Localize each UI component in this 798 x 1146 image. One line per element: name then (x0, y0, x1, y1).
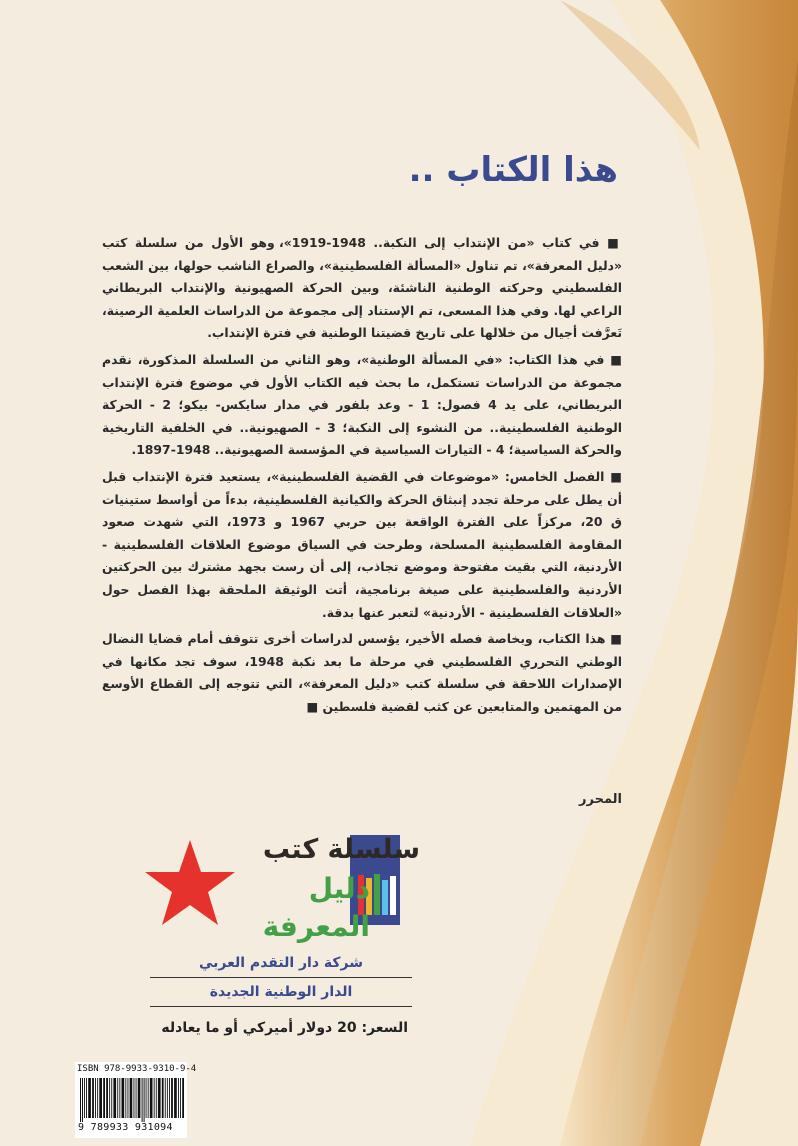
series-name-line-1: دليل (308, 872, 370, 905)
paragraph: ■ في كتاب «من الإنتداب إلى النكبة.. 1948-1919»، وهو الأول من سلسلة كتب «دليل المعرفة»، تم تناول «المسألة الفلسطينية»، والصراع الناشب حولها، بين الشعب الفلسطيني وحركته الوطنية الناشئة، وبين الحركة الصهيونية والإنتداب البريطاني الراعي لها. وفي هذا المسعى، تم الإستناد إلى مجموعة من الدراسات العلمية الرصينة، تَعرَّفت أجيال من خلالها على تاريخ قضيتنا الوطنية في فترة الإنتداب. (102, 235, 622, 341)
publisher-second: الدار الوطنية الجديدة (209, 984, 353, 1000)
isbn-label: ISBN 978-9933-9310-9-4 (77, 1064, 197, 1074)
publisher-first: شركة دار التقدم العربي (198, 955, 364, 971)
paragraph: ■ هذا الكتاب، وبخاصة فصله الأخير، يؤسس لدراسات أخرى تتوقف أمام قضايا النضال الوطني التحرري الفلسطيني في مرحلة ما بعد نكبة 1948، سوف تجد مكانها في الإصدارات اللاحقة في سلسلة كتب «دليل المعرفة»، التي تتوجه إلى القطاع الأوسع من المهتمين والمتابعين عن كثب لقضية فلسطين ■ (102, 631, 622, 714)
section-heading: هذا الكتاب .. (408, 150, 618, 190)
series-name (250, 870, 370, 950)
editor-signature: المحرر (579, 792, 622, 807)
price: السعر: 20 دولار أميركي أو ما يعادله (161, 1020, 408, 1036)
divider (150, 1006, 412, 1007)
divider (150, 977, 412, 978)
paragraph: ■ في هذا الكتاب: «في المسألة الوطنية»، وهو الثاني من السلسلة المذكورة، نقدم مجموعة من الدراسات تستكمل، ما بحث فيه الكتاب الأول في موضوع فترة الإنتداب البريطاني، على يد 4 فصول: 1 - وعد بلفور في مدار سايكس- بيكو؛ 2 - الحركة الوطنية الفلسطينية.. من النشوء إلى النكبة؛ 3 - الصهيونية.. في الخلفية التاريخية والحركة السياسية؛ 4 - التيارات السياسية في المؤسسة الصهيونية.. 1948-1897. (102, 351, 623, 458)
barcode-digits: 9 789933 931094 (78, 1122, 173, 1133)
series-logo (140, 830, 420, 965)
series-title: سلسلة كتب (262, 834, 420, 865)
description-body (102, 232, 622, 722)
series-name-line-2: المعرفة (262, 910, 370, 943)
barcode-icon (80, 1078, 184, 1122)
paragraph: ■ الفصل الخامس: «موضوعات في القضية الفلسطينية»، يستعيد فترة الإنتداب قبل أن يطل على مرحلة تجدد إنبثاق الحركة والكيانية الفلسطينية، بدءاً من أواسط ستينيات ق 20، مركزاً على الفترة الواقعة بين حربي 1967 و 1973، التي شهدت صعود المقاومة الفلسطينية المسلحة، وطرحت في السياق موضوع العلاقات الفلسطينية - الأردنية، التي بقيت مفتوحة وموضع تجاذب، إلى أن رست بجهد مشترك بين الحركتين الأردنية والفلسطينية على صيغة برنامجية، أتت الوثيقة الملحقة بهذا الفصل حول «العلاقات الفلسطينية - الأردنية» لتعبر عنها بدقة. (102, 468, 622, 620)
publishers (150, 955, 412, 1013)
